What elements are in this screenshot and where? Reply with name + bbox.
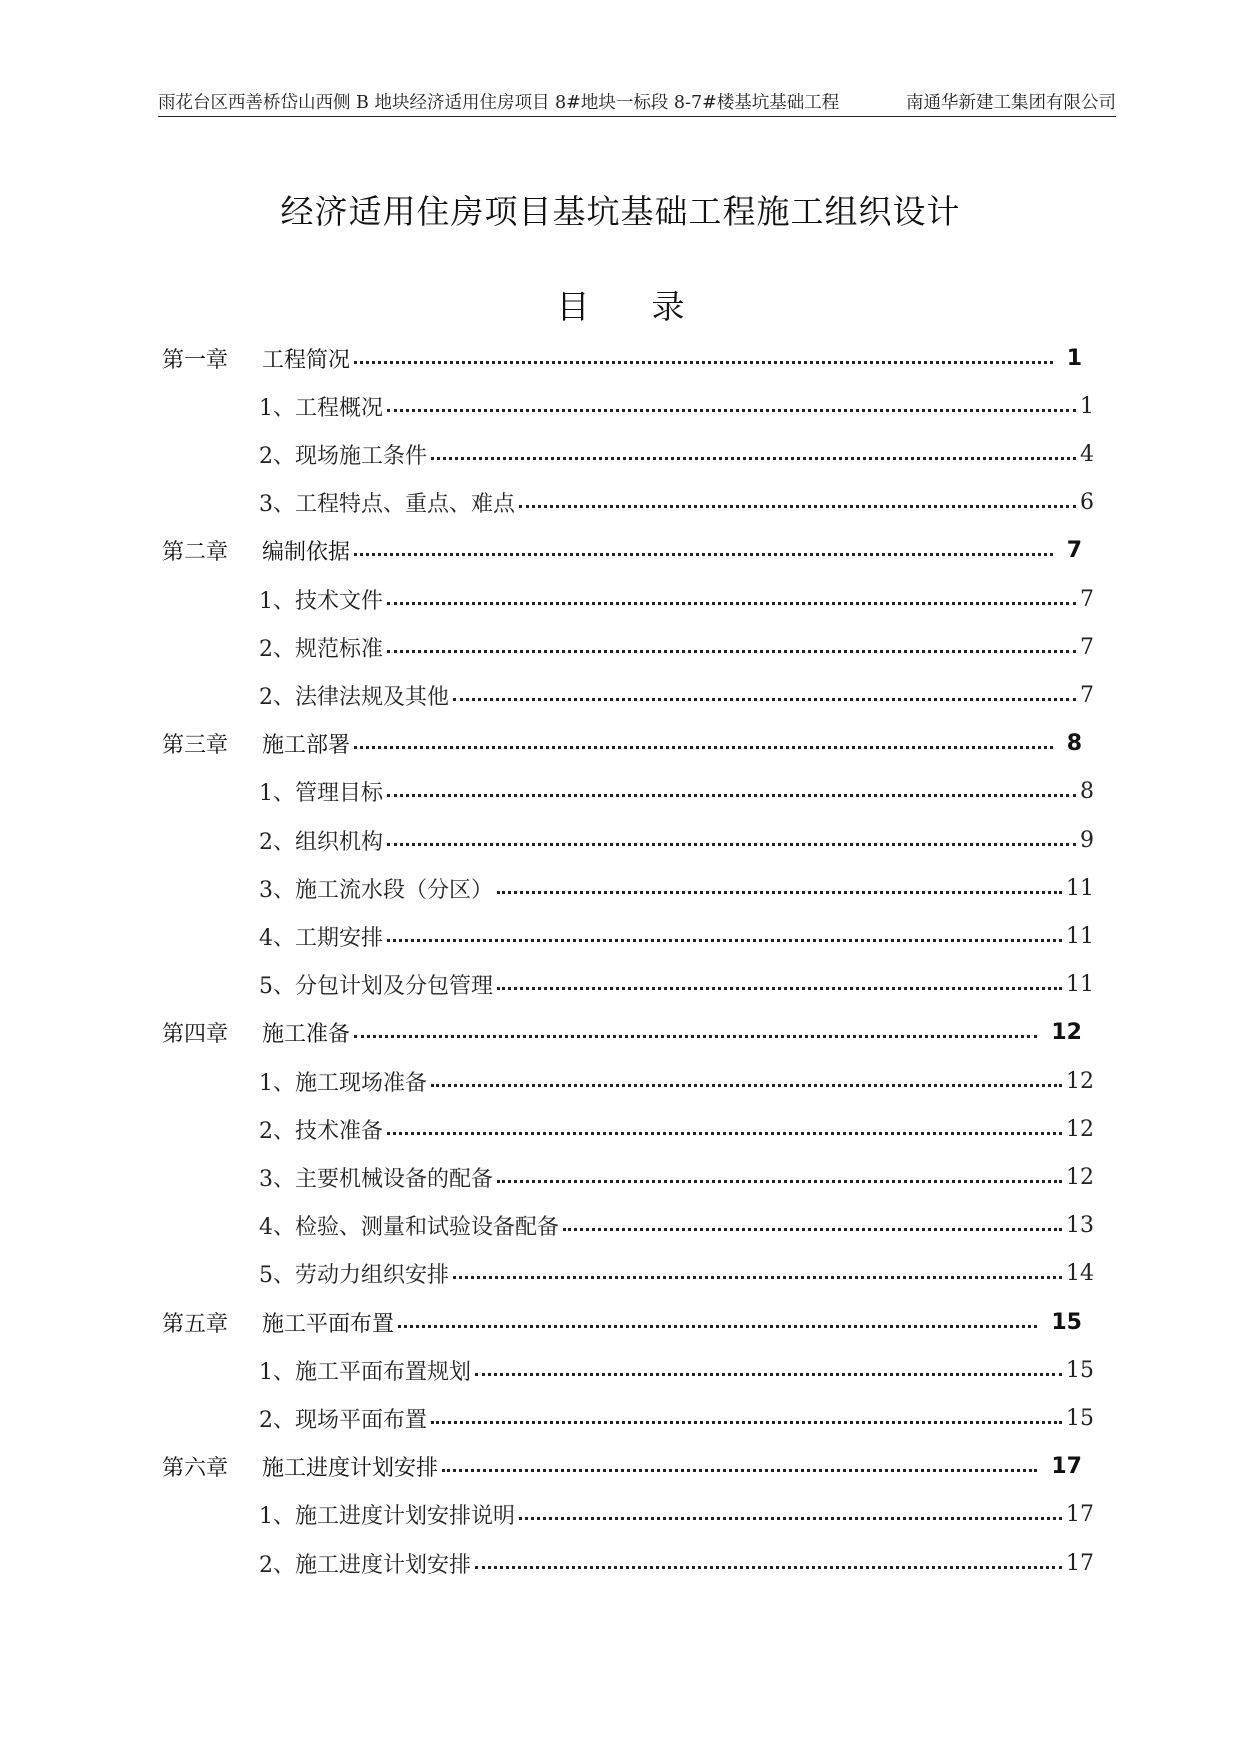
toc-chapter-entry[interactable] <box>162 1452 1082 1482</box>
toc-section-entry[interactable] <box>259 1259 1094 1289</box>
toc-entry-title: 3、主要机械设备的配备 <box>259 1166 493 1192</box>
toc-page-number: 13 <box>1066 1213 1094 1239</box>
toc-entry-title: 1、施工平面布置规划 <box>259 1359 471 1385</box>
toc-dot-leader <box>387 409 1076 412</box>
header-company-name: 南通华新建工集团有限公司 <box>906 93 1116 113</box>
toc-chapter-entry[interactable] <box>162 343 1082 373</box>
toc-section-entry[interactable] <box>259 439 1094 469</box>
toc-entry-title: 工程简况 <box>262 347 351 373</box>
toc-heading-char-2: 录 <box>651 287 685 326</box>
toc-dot-leader <box>431 1421 1062 1424</box>
toc-page-number: 14 <box>1066 1261 1094 1287</box>
toc-chapter-entry[interactable] <box>162 729 1082 759</box>
toc-page-number: 12 <box>1066 1068 1094 1094</box>
toc-entry-title: 1、管理目标 <box>259 781 383 807</box>
page-header <box>158 86 1116 117</box>
toc-entry-title: 1、技术文件 <box>259 588 383 614</box>
toc-dot-leader <box>497 891 1062 894</box>
toc-dot-leader <box>563 1228 1062 1231</box>
toc-entry-title: 5、分包计划及分包管理 <box>259 974 493 1000</box>
toc-section-entry[interactable] <box>259 632 1094 662</box>
toc-dot-leader <box>442 1469 1037 1472</box>
toc-entry-title: 4、检验、测量和试验设备配备 <box>259 1215 559 1241</box>
toc-heading <box>0 281 1241 328</box>
toc-page-number: 17 <box>1066 1502 1094 1528</box>
toc-entry-title: 施工平面布置 <box>262 1311 395 1337</box>
toc-dot-leader <box>431 457 1076 460</box>
toc-page-number: 8 <box>1080 779 1094 805</box>
toc-section-entry[interactable] <box>259 921 1094 951</box>
toc-entry-title: 2、现场平面布置 <box>259 1407 427 1433</box>
toc-page-number: 7 <box>1080 682 1094 708</box>
toc-page-number: 12 <box>1066 1164 1094 1190</box>
document-title: 经济适用住房项目基坑基础工程施工组织设计 <box>280 192 961 231</box>
toc-section-entry[interactable] <box>259 777 1094 807</box>
toc-section-entry[interactable] <box>259 825 1094 855</box>
toc-dot-leader <box>387 602 1076 605</box>
toc-section-entry[interactable] <box>259 1500 1094 1530</box>
toc-page-number: 6 <box>1080 490 1094 516</box>
toc-section-entry[interactable] <box>259 1548 1094 1578</box>
toc-dot-leader <box>354 746 1053 749</box>
toc-chapter-number: 第四章 <box>162 1022 229 1048</box>
toc-section-entry[interactable] <box>259 584 1094 614</box>
toc-page-number: 15 <box>1051 1309 1082 1335</box>
toc-entry-title: 4、工期安排 <box>259 925 383 951</box>
toc-entry-title: 3、施工流水段（分区） <box>259 877 493 903</box>
toc-dot-leader <box>519 505 1076 508</box>
toc-entry-title: 施工部署 <box>262 733 351 759</box>
toc-entry-title: 2、技术准备 <box>259 1118 383 1144</box>
toc-entry-title: 3、工程特点、重点、难点 <box>259 492 515 518</box>
toc-entry-title: 2、施工进度计划安排 <box>259 1552 471 1578</box>
toc-dot-leader <box>387 650 1076 653</box>
toc-entry-title: 2、组织机构 <box>259 829 383 855</box>
toc-dot-leader <box>387 794 1076 797</box>
toc-page-number: 7 <box>1080 634 1094 660</box>
toc-section-entry[interactable] <box>259 1355 1094 1385</box>
toc-entry-title: 1、施工现场准备 <box>259 1070 427 1096</box>
toc-page-number: 12 <box>1066 1116 1094 1142</box>
toc-page-number: 1 <box>1066 345 1082 371</box>
toc-section-entry[interactable] <box>259 391 1094 421</box>
toc-chapter-number: 第六章 <box>162 1456 229 1482</box>
toc-page-number: 7 <box>1066 538 1082 564</box>
toc-dot-leader <box>497 987 1062 990</box>
toc-dot-leader <box>475 1566 1062 1569</box>
toc-page-number: 1 <box>1080 393 1094 419</box>
toc-section-entry[interactable] <box>259 680 1094 710</box>
toc-page-number: 15 <box>1066 1405 1094 1431</box>
toc-entry-title: 1、施工进度计划安排说明 <box>259 1504 515 1530</box>
toc-chapter-entry[interactable] <box>162 536 1082 566</box>
toc-section-entry[interactable] <box>259 1066 1094 1096</box>
toc-dot-leader <box>431 1084 1062 1087</box>
toc-section-entry[interactable] <box>259 1403 1094 1433</box>
toc-page-number: 8 <box>1066 731 1082 757</box>
toc-dot-leader <box>497 1180 1062 1183</box>
toc-chapter-number: 第一章 <box>162 347 229 373</box>
toc-entry-title: 施工准备 <box>262 1022 351 1048</box>
toc-page-number: 9 <box>1080 827 1094 853</box>
toc-entry-title: 施工进度计划安排 <box>262 1456 439 1482</box>
toc-chapter-entry[interactable] <box>162 1018 1082 1048</box>
toc-page-number: 7 <box>1080 586 1094 612</box>
toc-page-number: 11 <box>1066 972 1094 998</box>
toc-section-entry[interactable] <box>259 873 1094 903</box>
toc-entry-title: 2、现场施工条件 <box>259 443 427 469</box>
toc-page-number: 11 <box>1066 875 1094 901</box>
toc-section-entry[interactable] <box>259 970 1094 1000</box>
toc-dot-leader <box>387 843 1076 846</box>
toc-page-number: 12 <box>1051 1020 1082 1046</box>
toc-dot-leader <box>387 1132 1062 1135</box>
toc-dot-leader <box>398 1325 1037 1328</box>
toc-page-number: 4 <box>1080 441 1094 467</box>
toc-entry-title: 2、法律法规及其他 <box>259 684 449 710</box>
toc-entry-title: 2、规范标准 <box>259 636 383 662</box>
toc-heading-char-1: 目 <box>556 287 590 326</box>
header-project-name: 雨花台区西善桥岱山西侧 B 地块经济适用住房项目 8#地块一标段 8-7#楼基坑基础工程 <box>158 93 840 113</box>
toc-chapter-number: 第五章 <box>162 1311 229 1337</box>
toc-chapter-number: 第二章 <box>162 540 229 566</box>
toc-dot-leader <box>354 1035 1037 1038</box>
toc-dot-leader <box>453 1276 1062 1279</box>
toc-page-number: 17 <box>1051 1454 1082 1480</box>
toc-section-entry[interactable] <box>259 1211 1094 1241</box>
toc-page-number: 17 <box>1066 1550 1094 1576</box>
toc-section-entry[interactable] <box>259 488 1094 518</box>
toc-section-entry[interactable] <box>259 1114 1094 1144</box>
toc-page-number: 15 <box>1066 1357 1094 1383</box>
toc-entry-title: 5、劳动力组织安排 <box>259 1263 449 1289</box>
toc-dot-leader <box>453 698 1076 701</box>
toc-entry-title: 1、工程概况 <box>259 395 383 421</box>
toc-section-entry[interactable] <box>259 1162 1094 1192</box>
toc-dot-leader <box>387 939 1062 942</box>
toc-dot-leader <box>354 361 1053 364</box>
toc-dot-leader <box>519 1517 1062 1520</box>
toc-dot-leader <box>475 1373 1062 1376</box>
toc-chapter-number: 第三章 <box>162 733 229 759</box>
toc-chapter-entry[interactable] <box>162 1307 1082 1337</box>
toc-entry-title: 编制依据 <box>262 540 351 566</box>
toc-page-number: 11 <box>1066 923 1094 949</box>
toc-dot-leader <box>354 553 1053 556</box>
